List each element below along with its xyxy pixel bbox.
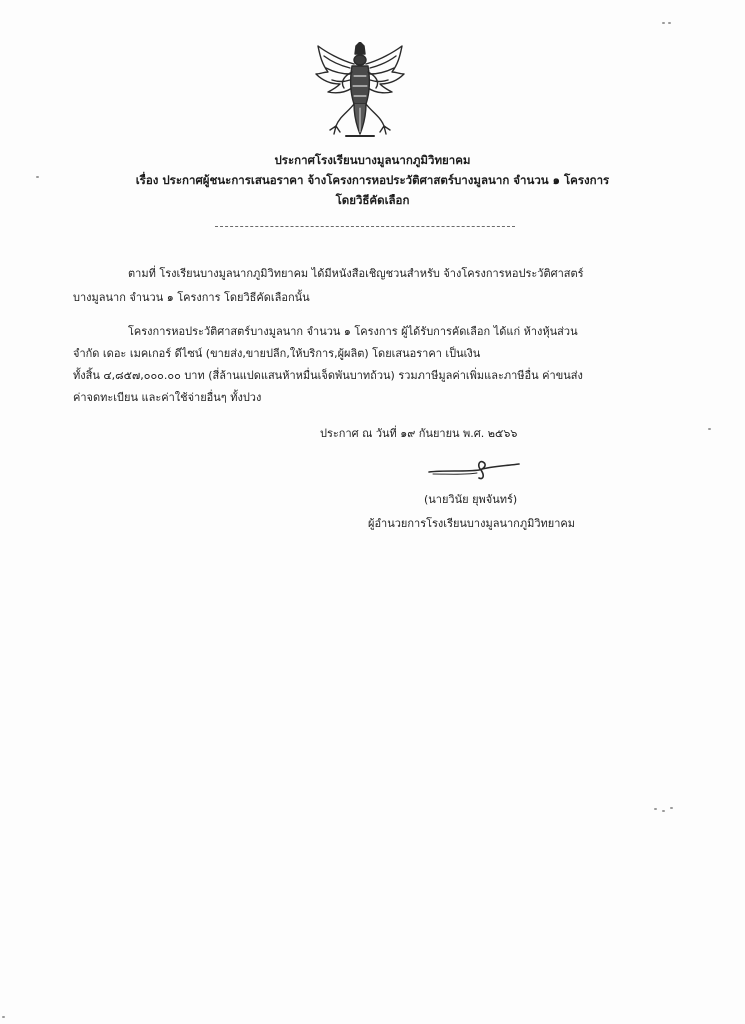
signatory-position: ผู้อำนวยการโรงเรียนบางมูลนากภูมิวิทยาคม (368, 517, 575, 530)
announcement-method: โดยวิธีคัดเลือก (335, 193, 410, 207)
signatory-name: (นายวินัย ยุพจันทร์) (424, 493, 518, 506)
announcement-subject: เรื่อง ประกาศผู้ชนะการเสนอราคา จ้างโครงการหอประวัติศาสตร์บางมูลนาก จำนวน ๑ โครงการ (135, 173, 610, 187)
header-divider (215, 226, 515, 227)
paragraph-2-line-4: ค่าจดทะเบียน และค่าใช้จ่ายอื่นๆ ทั้งปวง (73, 391, 262, 404)
paragraph-1-line-2: บางมูลนาก จำนวน ๑ โครงการ โดยวิธีคัดเลือกนั้น (73, 291, 310, 304)
paragraph-2-line-3: ทั้งสิ้น ๔,๘๕๗,๐๐๐.๐๐ บาท (สี่ล้านแปดแสนห้าหมื่นเจ็ดพันบาทถ้วน) รวมภาษีมูลค่าเพิ่มและภาษีอื่น ค่าขนส่ง (73, 369, 583, 382)
garuda-emblem-icon (310, 42, 410, 142)
announcement-title: ประกาศโรงเรียนบางมูลนากภูมิวิทยาคม (274, 153, 471, 167)
paragraph-1-line-1: ตามที่ โรงเรียนบางมูลนากภูมิวิทยาคม ได้มีหนังสือเชิญชวนสำหรับ จ้างโครงการหอประวัติศาสตร์ (128, 267, 584, 280)
paragraph-2-line-2: จำกัด เดอะ เมคเกอร์ ดีไซน์ (ขายส่ง,ขายปลีก,ให้บริการ,ผู้ผลิต) โดยเสนอราคา เป็นเงิน (73, 347, 481, 360)
signature-icon (425, 454, 525, 484)
paragraph-2-line-1: โครงการหอประวัติศาสตร์บางมูลนาก จำนวน ๑ โครงการ ผู้ได้รับการคัดเลือก ได้แก่ ห้างหุ้นส่วน (128, 325, 578, 338)
announcement-date: ประกาศ ณ วันที่ ๑๙ กันยายน พ.ศ. ๒๕๖๖ (320, 427, 518, 440)
